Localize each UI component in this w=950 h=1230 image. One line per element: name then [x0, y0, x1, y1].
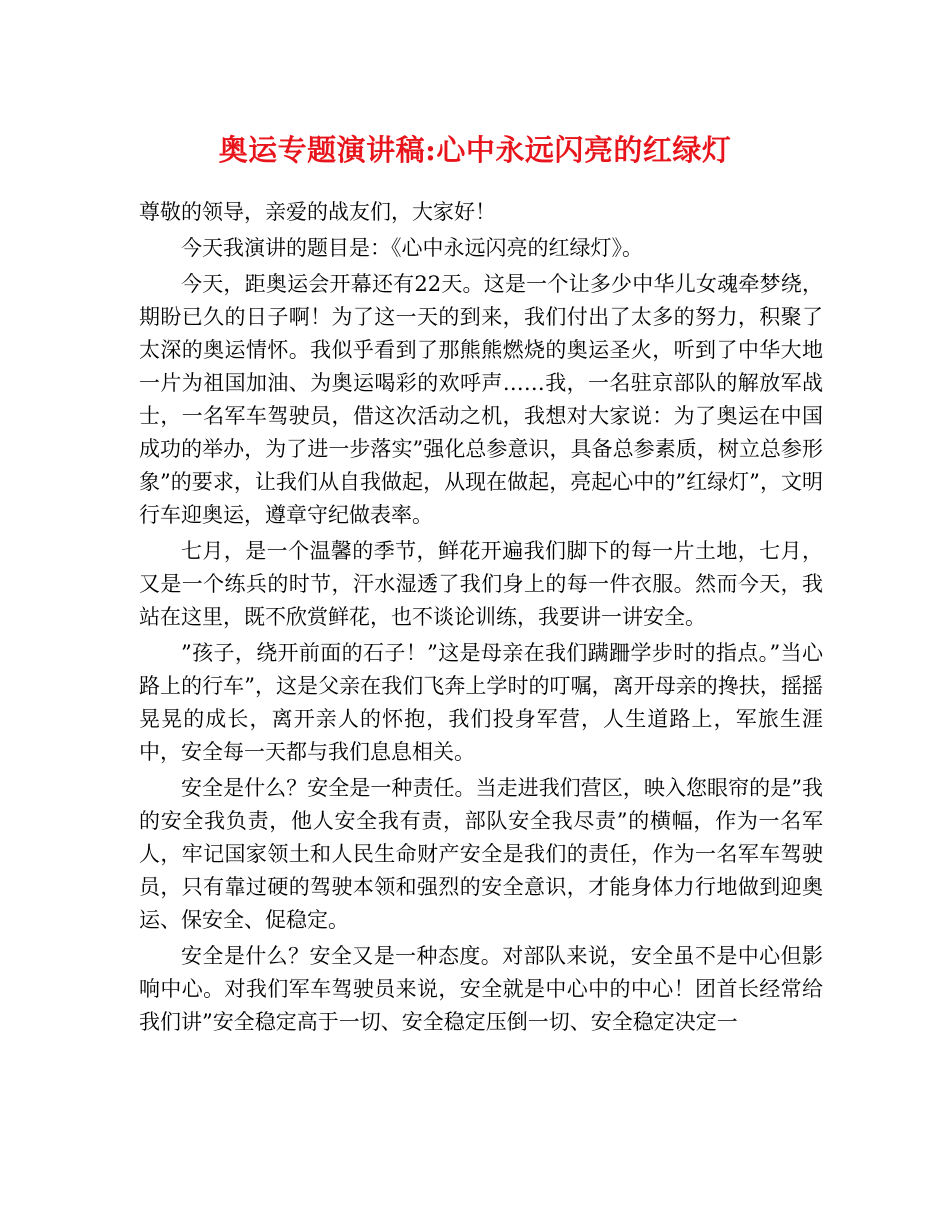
paragraph-countdown: 今天，距奥运会开幕还有22天。这是一个让多少中华儿女魂牵梦绕，期盼已久的日子啊！为了这一天的到来，我们付出了太多的努力，积聚了太深的奥运情怀。我似乎看到了那熊熊燃烧的奥运圣火，听到了中华大地一片为祖国加油、为奥运喝彩的欢呼声……我，一名驻京部队的解放军战士，一名军车驾驶员，借这次活动之机，我想对大家说：为了奥运在中国成功的举办，为了进一步落实”强化总参意识，具备总参素质，树立总参形象”的要求，让我们从自我做起，从现在做起，亮起心中的”红绿灯”，文明行车迎奥运，遵章守纪做表率。 [139, 272, 823, 527]
paragraph-responsibility: 安全是什么？安全是一种责任。当走进我们营区，映入您眼帘的是”我的安全我负责，他人安全我有责，部队安全我尽责”的横幅，作为一名军人，牢记国家领土和人民生命财产安全是我们的责任，作为一名军车驾驶员，只有靠过硬的驾驶本领和强烈的安全意识，才能身体力行地做到迎奥运、保安全、促稳定。 [139, 776, 823, 932]
paragraph-attitude: 安全是什么？安全又是一种态度。对部队来说，安全虽不是中心但影响中心。对我们军车驾驶员来说，安全就是中心中的中心！团首长经常给我们讲”安全稳定高于一切、安全稳定压倒一切、安全稳定决定一 [139, 944, 823, 1034]
document-body [139, 196, 823, 1042]
document-title: 奥运专题演讲稿:心中永远闪亮的红绿灯 [218, 133, 732, 167]
paragraph-salutation: 尊敬的领导，亲爱的战友们，大家好！ [139, 200, 496, 224]
paragraph-topic: 今天我演讲的题目是：《心中永远闪亮的红绿灯》。 [181, 236, 643, 260]
paragraph-childhood: ”孩子，绕开前面的石子！”这是母亲在我们蹒跚学步时的指点。”当心路上的行车”，这是父亲在我们飞奔上学时的叮嘱，离开母亲的搀扶，摇摇晃晃的成长，离开亲人的怀抱，我们投身军营，人生道路上，军旅生涯中，安全每一天都与我们息息相关。 [139, 641, 823, 764]
paragraph-july: 七月，是一个温馨的季节，鲜花开遍我们脚下的每一片土地，七月，又是一个练兵的时节，汗水湿透了我们身上的每一件衣服。然而今天，我站在这里，既不欣赏鲜花，也不谈论训练，我要讲一讲安全。 [139, 539, 823, 629]
